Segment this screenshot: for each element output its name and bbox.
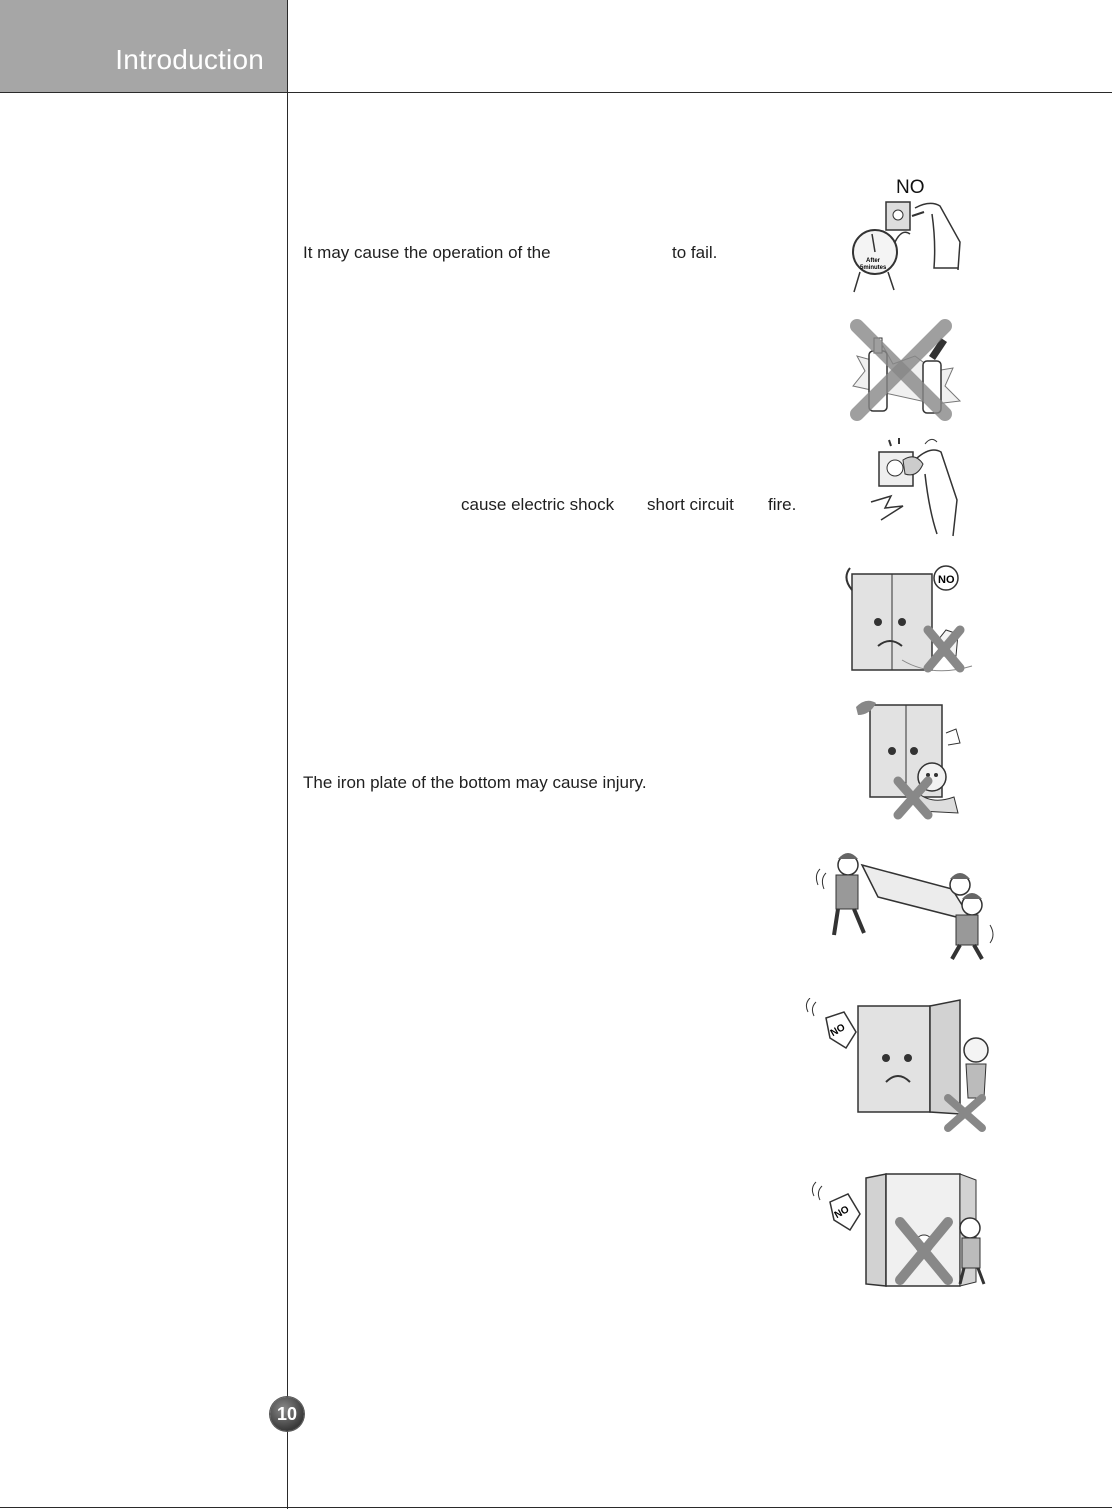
- no-hand-label-2: NO: [828, 1022, 848, 1040]
- warning-text-3: The iron plate of the bottom may cause injury.: [303, 773, 647, 792]
- warning-text-2c: fire.: [768, 495, 797, 514]
- clock-label-1: After: [866, 258, 881, 264]
- no-bottles-illustration: [845, 316, 965, 421]
- child-injury-illustration: [848, 693, 973, 821]
- margin-divider: [287, 0, 288, 1509]
- page-number-badge: [270, 1397, 304, 1431]
- no-label: NO: [896, 177, 925, 198]
- warning-text-2a: cause electric shock: [461, 495, 615, 514]
- door-hanging-illustration: [800, 998, 1000, 1133]
- page-number: 10: [276, 1404, 298, 1424]
- warning-text-1b: to fail.: [672, 243, 718, 262]
- hand-plug-illustration: [865, 430, 960, 540]
- unplug-wait-illustration: [840, 172, 965, 297]
- footer-divider: [0, 1507, 1112, 1508]
- no-water-spray-illustration: [842, 560, 977, 678]
- no-hand-label: NO: [938, 574, 955, 586]
- section-header-tab: [0, 0, 287, 92]
- child-inside-illustration: [806, 1168, 996, 1293]
- no-hand-label-3: NO: [832, 1204, 852, 1222]
- warning-text-2b: short circuit: [647, 495, 734, 514]
- header-divider: [0, 92, 1112, 93]
- section-title: Introduction: [115, 44, 264, 75]
- carry-fridge-illustration: [812, 845, 1002, 965]
- warning-text-1a: It may cause the operation of the: [303, 243, 551, 262]
- clock-label-2: 5minutes: [860, 265, 887, 271]
